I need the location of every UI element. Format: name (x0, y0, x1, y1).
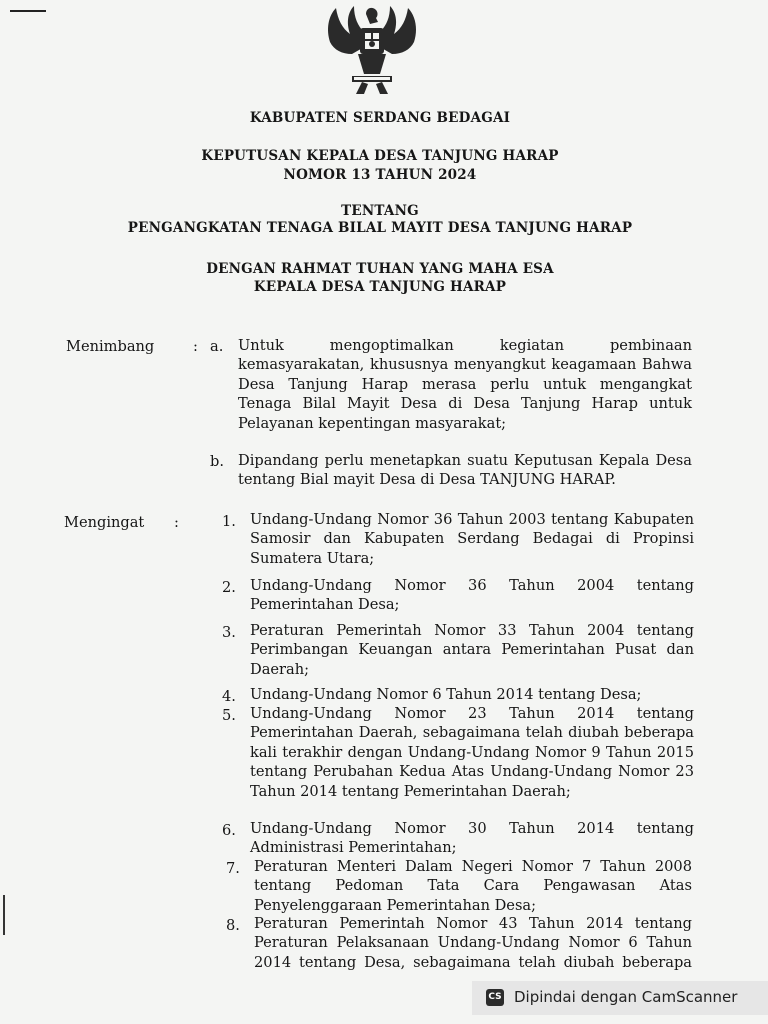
mengingat-item-2: Undang-Undang Nomor 36 Tahun 2004 tentang Pemerintahan Desa; (250, 577, 694, 614)
mengingat-marker-5: 5. (222, 707, 236, 724)
menimbang-colon: : (193, 338, 198, 355)
page-edge-mark (3, 895, 5, 935)
mengingat-marker-4: 4. (222, 688, 236, 705)
mengingat-item-1: Undang-Undang Nomor 36 Tahun 2003 tentang Kabupaten Samosir dan Kabupaten Serdang Bedagai di Propinsi Sumatera Utara; (250, 511, 694, 567)
about-heading: TENTANG (341, 203, 419, 219)
camscanner-logo-icon: CS (486, 989, 504, 1006)
menimbang-marker-a: a. (210, 338, 224, 355)
mengingat-item-7: Peraturan Menteri Dalam Negeri Nomor 7 Tahun 2008 tentang Pedoman Tata Cara Pengawasan Atas Penyelenggaraan Pemerintahan Desa; (254, 858, 692, 914)
decree-number: NOMOR 13 TAHUN 2024 (283, 167, 477, 183)
mengingat-marker-2: 2. (222, 579, 236, 596)
mengingat-item-8: Peraturan Pemerintah Nomor 43 Tahun 2014 tentang Peraturan Pelaksanaan Undang-Undang Nomor 6 Tahun 2014 tentang Desa, sebagaimana telah diubah beberapa (254, 915, 692, 971)
mengingat-marker-1: 1. (222, 513, 236, 530)
mengingat-marker-7: 7. (226, 860, 240, 877)
mengingat-item-5: Undang-Undang Nomor 23 Tahun 2014 tentang Pemerintahan Daerah, sebagaimana telah diubah beberapa kali terakhir dengan Undang-Undang Nomor 9 Tahun 2015 tentang Perubahan Kedua Atas Undang-Undang Nomor 23 Tahun 2014 tentang Pemerintahan Daerah; (250, 705, 694, 800)
mengingat-item-6: Undang-Undang Nomor 30 Tahun 2014 tentang Administrasi Pemerintahan; (250, 820, 694, 857)
mengingat-marker-3: 3. (222, 624, 236, 641)
menimbang-item-a: Untuk mengoptimalkan kegiatan pembinaan kemasyarakatan, khususnya menyangkut keagamaan Bahwa Desa Tanjung Harap merasa perlu untuk mengangkat Tenaga Bilal Mayit Desa di Desa Tanjung Harap untuk Pelayanan kepentingan masyarakat; (238, 337, 692, 432)
regency-title: KABUPATEN SERDANG BEDAGAI (249, 110, 511, 126)
mengingat-marker-8: 8. (226, 917, 240, 934)
mengingat-colon: : (174, 514, 179, 531)
menimbang-item-b: Dipandang perlu menetapkan suatu Keputusan Kepala Desa tentang Bial mayit Desa di Desa TANJUNG HARAP. (238, 452, 692, 489)
camscanner-text: Dipindai dengan CamScanner (514, 988, 738, 1006)
corner-mark (10, 0, 46, 12)
camscanner-watermark (472, 981, 768, 1015)
menimbang-label: Menimbang (66, 338, 155, 355)
decree-title: KEPUTUSAN KEPALA DESA TANJUNG HARAP (201, 148, 559, 164)
decree-subject: PENGANGKATAN TENAGA BILAL MAYIT DESA TANJUNG HARAP (127, 220, 633, 236)
blessing-line: DENGAN RAHMAT TUHAN YANG MAHA ESA (206, 261, 554, 277)
menimbang-marker-b: b. (210, 453, 224, 470)
mengingat-label: Mengingat (64, 514, 145, 531)
garuda-emblem-icon (322, 2, 422, 97)
mengingat-marker-6: 6. (222, 822, 236, 839)
mengingat-item-4: Undang-Undang Nomor 6 Tahun 2014 tentang Desa; (250, 686, 642, 703)
mengingat-item-3: Peraturan Pemerintah Nomor 33 Tahun 2004 tentang Perimbangan Keuangan antara Pemerintahan Pusat dan Daerah; (250, 622, 694, 678)
issuer-line: KEPALA DESA TANJUNG HARAP (253, 279, 507, 295)
